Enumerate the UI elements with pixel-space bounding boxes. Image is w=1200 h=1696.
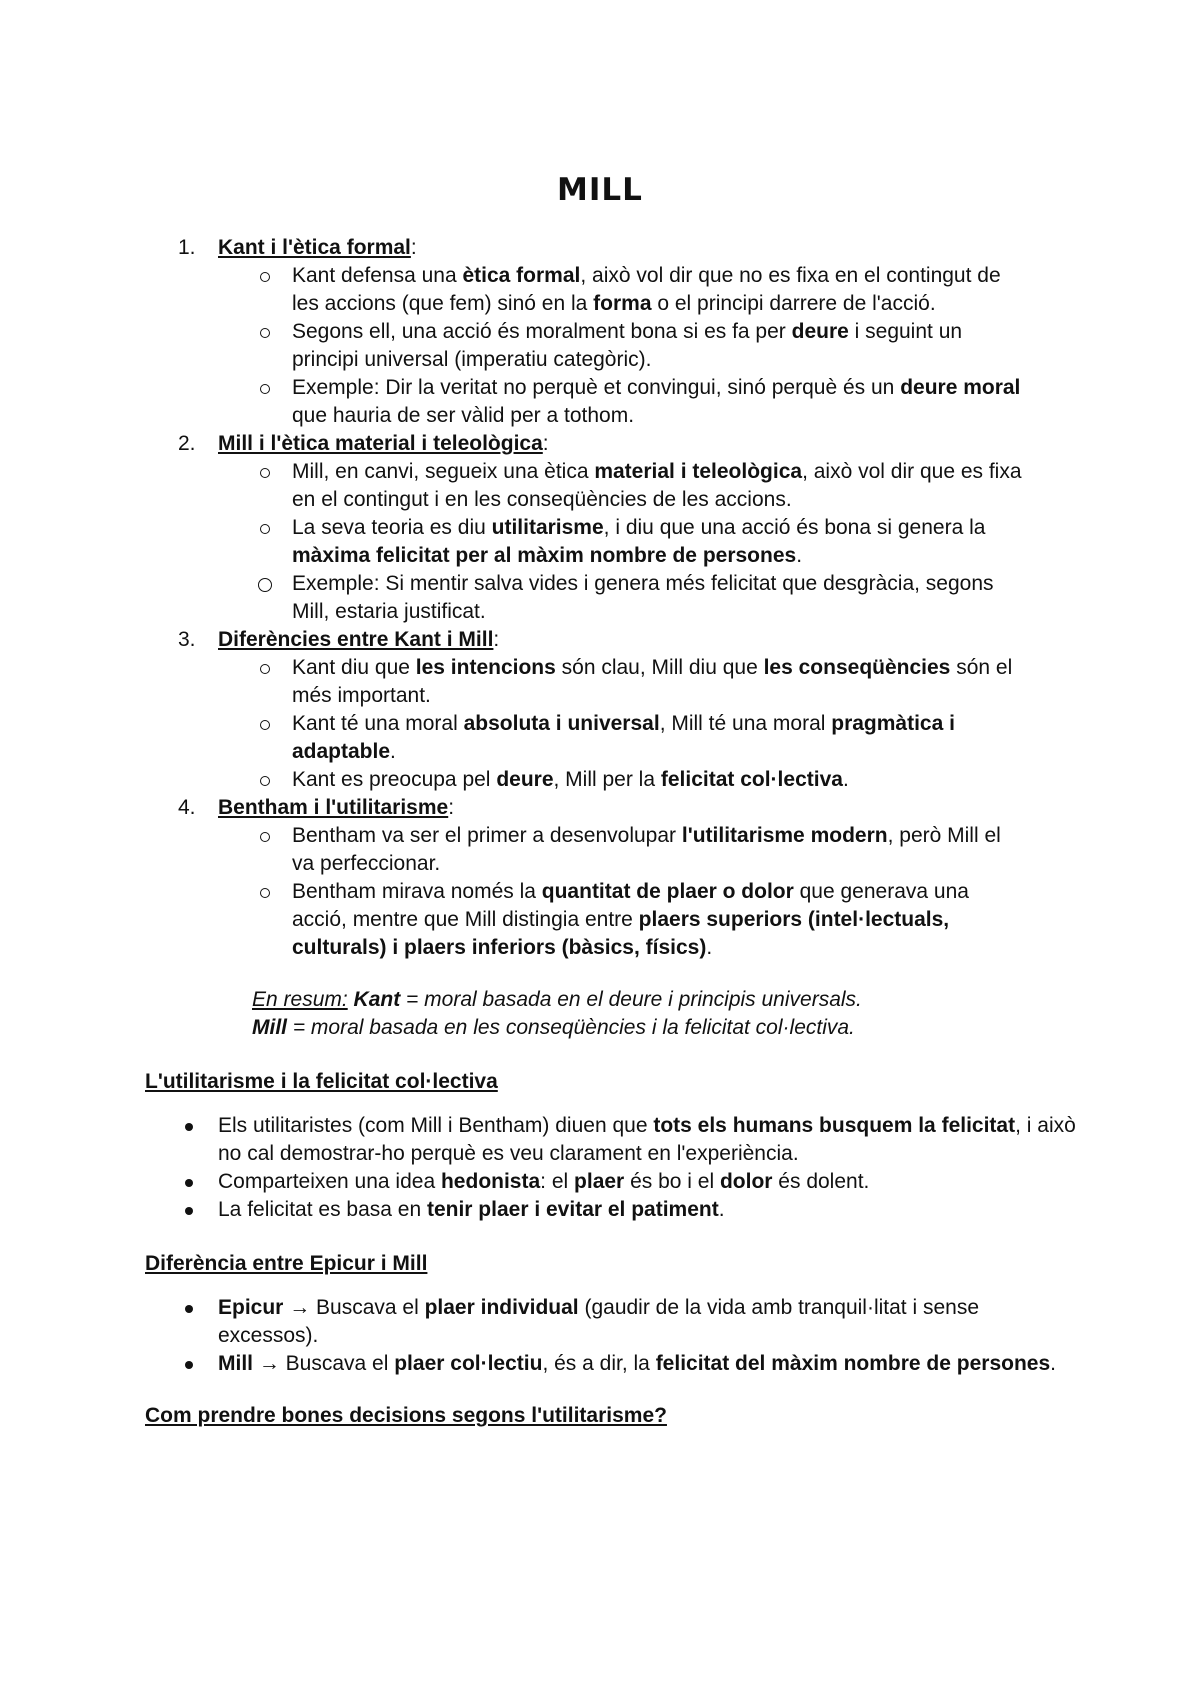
text: → Buscava el: [253, 1352, 395, 1375]
text: que hauria de ser vàlid per a tothom.: [292, 404, 635, 427]
sub-list: [218, 262, 1028, 430]
sub-list-item: [218, 710, 1028, 766]
text: Comparteixen una idea: [218, 1170, 441, 1193]
sub-list-item: [218, 514, 1028, 570]
decisions-heading: Com prendre bones decisions segons l'utilitarisme?: [145, 1404, 667, 1427]
text: .: [796, 544, 803, 567]
text: Exemple: Dir la veritat no perquè et convingui, sinó perquè és un: [292, 376, 901, 399]
text: Els utilitaristes (com Mill i Bentham) diuen que: [218, 1114, 654, 1137]
document-body: [0, 234, 1200, 1430]
text: , això vol dir que es fixa en el contingut i en les conseqüències de les accions.: [292, 460, 1022, 511]
bullet-icon: [185, 1179, 193, 1187]
section-number: 1.: [178, 236, 196, 259]
sub-list-item: [218, 458, 1028, 514]
circle-bullet-icon: [260, 664, 270, 674]
section-item: [0, 626, 1200, 794]
text: La seva teoria es diu: [292, 516, 492, 539]
bold-text: plaer: [574, 1170, 625, 1193]
text: Kant té una moral: [292, 712, 464, 735]
circle-bullet-icon: [260, 468, 270, 478]
bold-text: Epicur: [218, 1296, 284, 1319]
list-item: [0, 1196, 1078, 1224]
section-number: 3.: [178, 628, 196, 651]
section-heading-text: Mill i l'ètica material i teleològica: [218, 432, 543, 455]
text: són el més important.: [292, 656, 1013, 707]
bold-text: hedonista: [440, 1170, 541, 1193]
sub-list-item: [218, 374, 1028, 430]
text: La felicitat es basa en: [218, 1198, 427, 1221]
bold-text: plaers superiors (intel·lectuals, culturals) i plaers inferiors (bàsics, físics): [292, 908, 950, 959]
text: Kant es preocupa pel: [292, 768, 497, 791]
text: .: [390, 740, 396, 763]
section-item: [0, 794, 1200, 962]
bold-text: màxima felicitat per al màxim nombre de persones: [292, 544, 797, 567]
bold-text: tots els humans busquem la felicitat: [653, 1114, 1016, 1137]
bullet-icon: [185, 1305, 193, 1313]
text: → Buscava el: [283, 1296, 425, 1319]
text: : el: [540, 1170, 575, 1193]
list-item: [0, 1294, 1078, 1350]
section-heading-text: Diferències entre Kant i Mill: [218, 628, 494, 651]
circle-bullet-icon: [260, 720, 270, 730]
text: (gaudir de la vida amb tranquil·litat i sense excessos).: [218, 1296, 980, 1347]
text: .: [718, 1198, 725, 1221]
circle-bullet-icon: [260, 328, 270, 338]
bold-text: les conseqüències: [763, 656, 951, 679]
bold-text: material i teleològica: [594, 460, 803, 483]
text: , Mill té una moral: [659, 712, 832, 735]
text: Kant diu que: [292, 656, 416, 679]
bold-text: plaer individual: [424, 1296, 579, 1319]
section-heading-text: Bentham i l'utilitarisme: [218, 796, 449, 819]
circle-bullet-icon: [258, 578, 272, 592]
page-title: MILL: [557, 172, 643, 208]
bold-text: absoluta i universal: [463, 712, 660, 735]
list-item: [0, 1112, 1078, 1168]
text: i seguint un principi universal (imperatiu categòric).: [292, 320, 963, 371]
text: que generava una acció, mentre que Mill distingia entre: [292, 880, 969, 931]
text: , això vol dir que no es fixa en el contingut de les accions (que fem) sinó en la: [292, 264, 1001, 315]
section-heading: Bentham i l'utilitarisme:: [218, 796, 455, 819]
sub-list-item: [218, 766, 1028, 794]
sub-list: [218, 458, 1028, 626]
bold-text: deure moral: [900, 376, 1021, 399]
bullet-icon: [185, 1207, 193, 1215]
section-heading: Kant i l'ètica formal:: [218, 236, 417, 259]
circle-bullet-icon: [260, 888, 270, 898]
bold-text: les intencions: [415, 656, 556, 679]
sub-list: [218, 654, 1028, 794]
text: Mill, en canvi, segueix una ètica: [292, 460, 595, 483]
text: , però Mill el va perfeccionar.: [292, 824, 1001, 875]
sub-list-item: [218, 654, 1028, 710]
text: o el principi darrere de l'acció.: [651, 292, 936, 315]
section-number: 2.: [178, 432, 196, 455]
bold-text: l'utilitarisme modern: [681, 824, 888, 847]
summary-kant-label: Kant: [353, 988, 401, 1011]
sub-list: [218, 822, 1028, 962]
text: , Mill per la: [553, 768, 661, 791]
bold-text: deure: [791, 320, 849, 343]
text: és dolent.: [772, 1170, 870, 1193]
summary-label: En resum:: [252, 988, 348, 1011]
utilitarisme-heading: L'utilitarisme i la felicitat col·lectiva: [145, 1070, 498, 1093]
section-heading-text: Kant i l'ètica formal: [218, 236, 411, 259]
circle-bullet-icon: [260, 272, 270, 282]
text: Segons ell, una acció és moralment bona si es fa per: [292, 320, 792, 343]
text: són clau, Mill diu que: [555, 656, 764, 679]
text: és bo i el: [624, 1170, 720, 1193]
bold-text: dolor: [719, 1170, 773, 1193]
text: , i diu que una acció és bona si genera la: [603, 516, 986, 539]
text: , és a dir, la: [542, 1352, 656, 1375]
text: Bentham mirava només la: [292, 880, 542, 903]
sub-list-item: [218, 570, 1028, 626]
bold-text: ètica formal: [462, 264, 581, 287]
bullet-icon: [185, 1123, 193, 1131]
section-number: 4.: [178, 796, 196, 819]
summary-mill-label: Mill: [252, 1016, 287, 1039]
text: .: [706, 936, 713, 959]
utilitarisme-list: [0, 1112, 1200, 1224]
bold-text: felicitat del màxim nombre de persones: [655, 1352, 1051, 1375]
circle-bullet-icon: [260, 384, 270, 394]
sub-list-item: [218, 262, 1028, 318]
summary-kant-text: = moral basada en el deure i principis universals.: [400, 988, 862, 1011]
summary-line-kant: [252, 986, 1200, 1014]
epicur-list: [0, 1294, 1200, 1378]
text: .: [1050, 1352, 1056, 1375]
text: , i això no cal demostrar-ho perquè es veu clarament en l'experiència.: [218, 1114, 1076, 1165]
circle-bullet-icon: [260, 832, 270, 842]
sub-list-item: [218, 878, 1028, 962]
bullet-icon: [185, 1361, 193, 1369]
bold-text: plaer col·lectiu: [394, 1352, 543, 1375]
text: Kant defensa una: [292, 264, 463, 287]
section-heading: Mill i l'ètica material i teleològica:: [218, 432, 549, 455]
sub-list-item: [218, 822, 1028, 878]
numbered-sections: [0, 234, 1200, 962]
circle-bullet-icon: [260, 776, 270, 786]
circle-bullet-icon: [260, 524, 270, 534]
section-item: [0, 234, 1200, 430]
bold-text: deure: [496, 768, 554, 791]
text: Bentham va ser el primer a desenvolupar: [292, 824, 682, 847]
section-heading: Diferències entre Kant i Mill:: [218, 628, 500, 651]
bold-text: forma: [593, 292, 652, 315]
bold-text: utilitarisme: [491, 516, 604, 539]
bold-text: quantitat de plaer o dolor: [541, 880, 794, 903]
list-item: [0, 1350, 1078, 1378]
sub-list-item: [218, 318, 1028, 374]
text: Exemple: Si mentir salva vides i genera més felicitat que desgràcia, segons Mill, estaria justificat.: [292, 572, 994, 623]
section-item: [0, 430, 1200, 626]
epicur-heading: Diferència entre Epicur i Mill: [145, 1252, 428, 1275]
summary-line-mill: [252, 1014, 1200, 1042]
bold-text: felicitat col·lectiva: [660, 768, 843, 791]
bold-text: pragmàtica i adaptable: [292, 712, 955, 763]
text: .: [842, 768, 849, 791]
summary-block: [0, 986, 1200, 1042]
bold-text: tenir plaer i evitar el patiment: [426, 1198, 719, 1221]
summary-mill-text: = moral basada en les conseqüències i la felicitat col·lectiva.: [287, 1016, 855, 1039]
bold-text: Mill: [218, 1352, 253, 1375]
list-item: [0, 1168, 1078, 1196]
